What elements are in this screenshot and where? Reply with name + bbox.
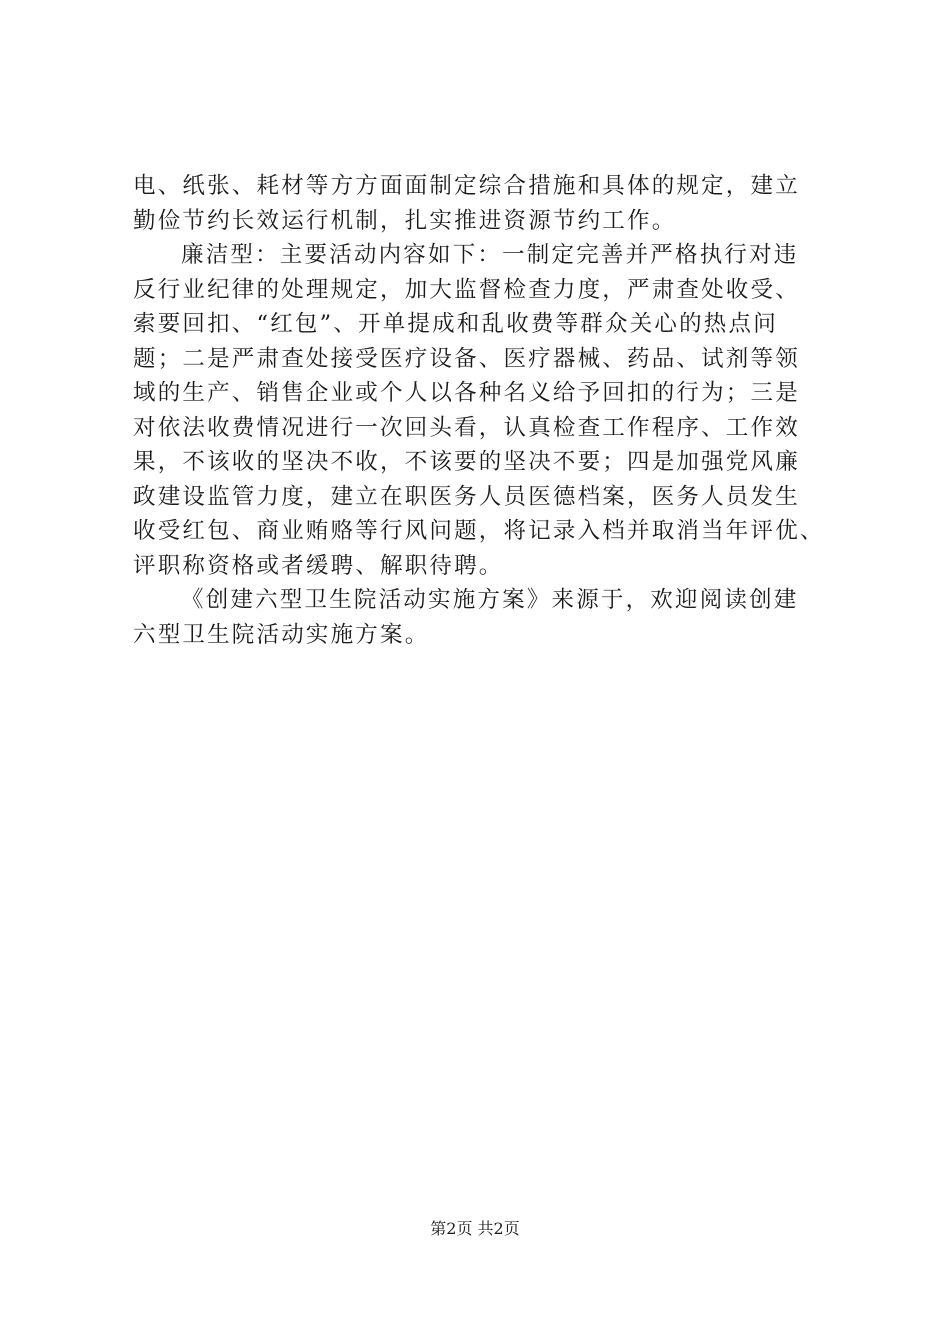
text-line: 反行业纪律的处理规定，加大监督检查力度，严肃查处收受、 xyxy=(133,276,800,303)
paragraph-start-line: 《创建六型卫生院活动实施方案》来源于，欢迎阅读创建 xyxy=(181,587,799,613)
text-line: 域的生产、销售企业或个人以各种名义给予回扣的行为；三是 xyxy=(133,380,800,406)
text-line: 索要回扣、“红包”、开单提成和乱收费等群众关心的热点问 xyxy=(133,311,778,337)
text-line: 题；二是严肃查处接受医疗设备、医疗器械、药品、试剂等领 xyxy=(133,345,800,372)
text-line: 对依法收费情况进行一次回头看，认真检查工作程序、工作效 xyxy=(133,414,800,441)
text-line: 电、纸张、耗材等方方面面制定综合措施和具体的规定，建立 xyxy=(133,173,800,199)
document-body xyxy=(133,169,833,652)
text-line: 政建设监管力度，建立在职医务人员医德档案，医务人员发生 xyxy=(133,483,800,510)
text-line: 果，不该收的坚决不收，不该要的坚决不要；四是加强党风廉 xyxy=(133,449,800,475)
text-line: 六型卫生院活动实施方案。 xyxy=(133,621,430,648)
text-line: 收受红包、商业贿赂等行风问题，将记录入档并取消当年评优、 xyxy=(133,518,825,544)
paragraph-start-line: 廉洁型：主要活动内容如下：一制定完善并严格执行对违 xyxy=(181,242,799,268)
page-number-footer: 第2页 共2页 xyxy=(430,1219,520,1238)
text-line: 评职称资格或者缓聘、解职待聘。 xyxy=(133,552,504,579)
text-line: 勤俭节约长效运行机制，扎实推进资源节约工作。 xyxy=(133,207,677,234)
